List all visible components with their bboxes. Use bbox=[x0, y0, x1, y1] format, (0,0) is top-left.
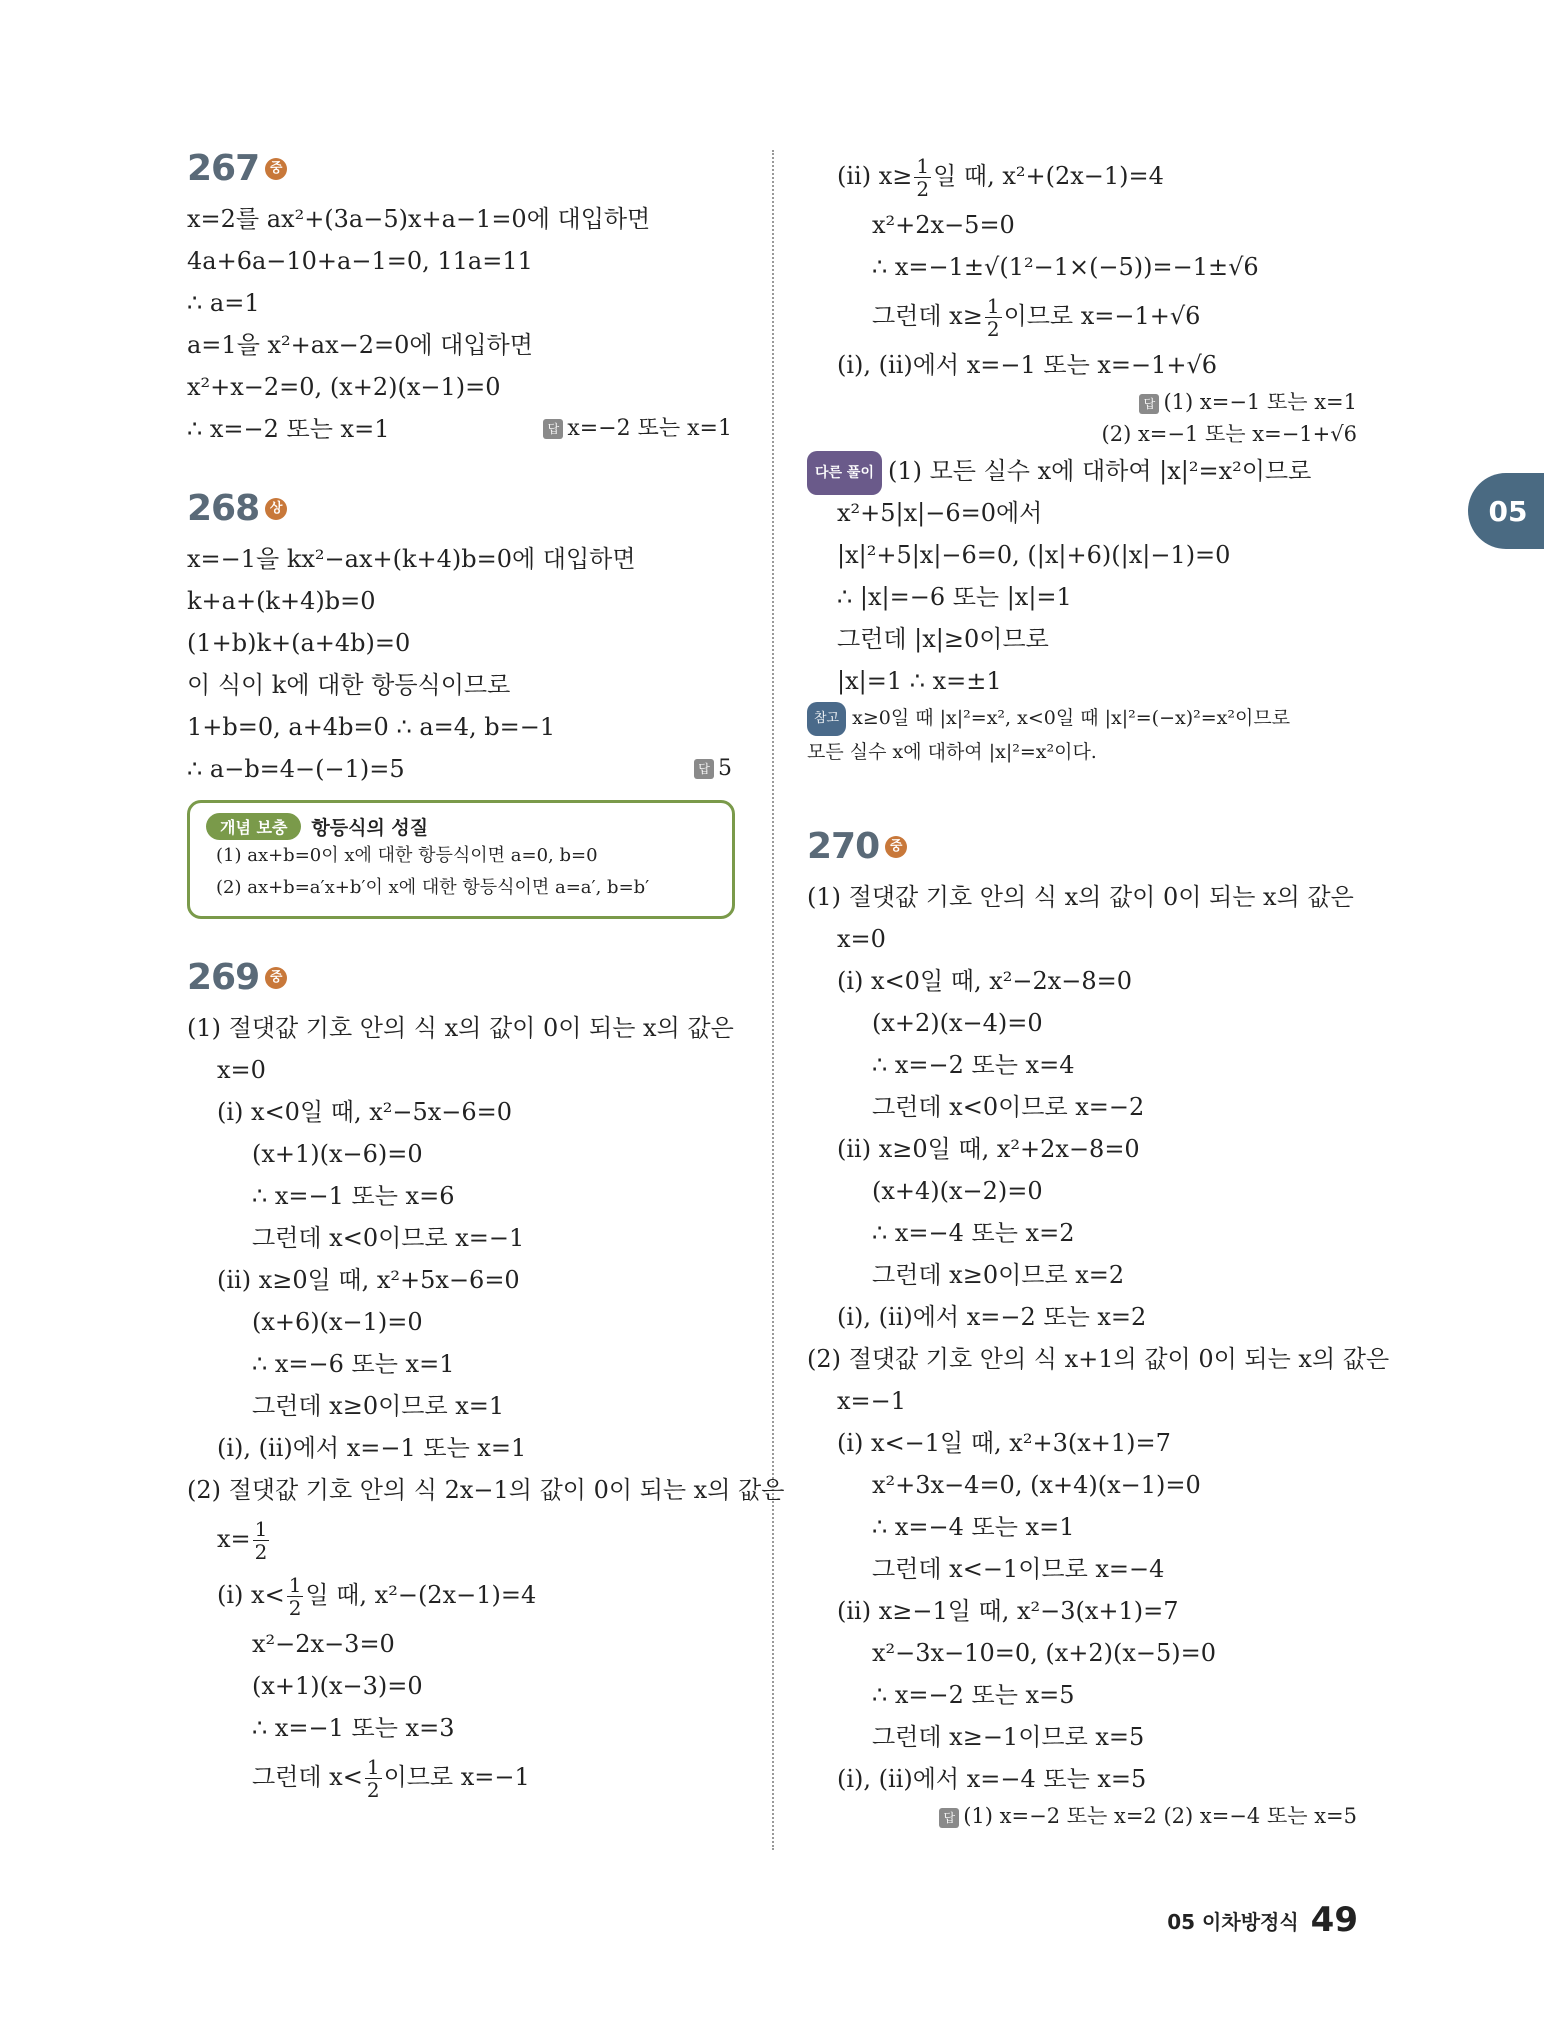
reference-tag: 참고 bbox=[807, 702, 846, 736]
solution-line: ∴ x=−1±√(1²−1×(−5))=−1±√6 bbox=[872, 253, 1259, 281]
solution-line: (x+1)(x−3)=0 bbox=[252, 1672, 423, 1700]
solution-line: ∴ x=−6 또는 x=1 bbox=[252, 1350, 455, 1378]
solution-line: (i), (ii)에서 x=−1 또는 x=−1+√6 bbox=[837, 351, 1218, 379]
solution-line: (i) x<0일 때, x²−5x−6=0 bbox=[217, 1098, 513, 1126]
solution-line: ∴ a−b=4−(−1)=5 bbox=[187, 755, 405, 783]
answer-icon: 답 bbox=[694, 759, 714, 779]
answer-icon: 답 bbox=[543, 419, 563, 439]
answer bbox=[807, 1800, 1357, 1832]
solution-line: a=1을 x²+ax−2=0에 대입하면 bbox=[187, 331, 533, 359]
difficulty-badge: 중 bbox=[265, 967, 287, 989]
solution-line: x=−1 bbox=[837, 1387, 907, 1415]
problem-268-header bbox=[187, 480, 732, 538]
answer-icon: 답 bbox=[939, 1808, 959, 1828]
solution-line: |x|²+5|x|−6=0, (|x|+6)(|x|−1)=0 bbox=[837, 541, 1231, 569]
answer-text: x=−2 또는 x=1 bbox=[567, 416, 732, 441]
problem-270-header bbox=[807, 818, 1357, 876]
alt-solution-tag: 다른 풀이 bbox=[807, 451, 882, 495]
concept-item: (2) ax+b=a′x+b′이 x에 대한 항등식이면 a=a′, b=b′ bbox=[216, 877, 650, 898]
solution-line: 이 식이 k에 대한 항등식이므로 bbox=[187, 671, 511, 699]
solution-line: (1) 절댓값 기호 안의 식 x의 값이 0이 되는 x의 값은 bbox=[187, 1014, 734, 1042]
solution-line: 그런데 x≥ $\frac{1}{2}$ 이므로 x=−1+√6 bbox=[872, 294, 1201, 341]
solution-line: (i) x<0일 때, x²−2x−8=0 bbox=[837, 967, 1133, 995]
solution-line: x=2를 ax²+(3a−5)x+a−1=0에 대입하면 bbox=[187, 205, 651, 233]
solution-line: (ii) x≥0일 때, x²+5x−6=0 bbox=[217, 1266, 520, 1294]
solution-line: ∴ |x|=−6 또는 |x|=1 bbox=[837, 583, 1072, 611]
solution-line: (ii) x≥0일 때, x²+2x−8=0 bbox=[837, 1135, 1140, 1163]
right-column bbox=[807, 148, 1390, 1832]
left-column bbox=[187, 140, 785, 1805]
solution-line: ∴ x=−2 또는 x=4 bbox=[872, 1051, 1075, 1079]
fraction: $\frac{1}{2}$ bbox=[254, 1517, 268, 1564]
solution-line: (2) 절댓값 기호 안의 식 2x−1의 값이 0이 되는 x의 값은 bbox=[187, 1476, 785, 1504]
problem-number: 267 bbox=[187, 148, 260, 189]
footer-chapter: 05 이차방정식 bbox=[1167, 1909, 1299, 1934]
fraction: $\frac{1}{2}$ bbox=[366, 1755, 380, 1802]
answer bbox=[807, 386, 1357, 450]
solution-line: (ii) x≥−1일 때, x²−3(x+1)=7 bbox=[837, 1597, 1179, 1625]
answer bbox=[543, 408, 732, 450]
solution-line: x²+x−2=0, (x+2)(x−1)=0 bbox=[187, 373, 501, 401]
solution-line: 그런데 x<0이므로 x=−2 bbox=[872, 1093, 1145, 1121]
problem-number: 268 bbox=[187, 488, 260, 529]
solution-line: x=0 bbox=[837, 925, 886, 953]
answer-text: (1) x=−1 또는 x=1 bbox=[1163, 390, 1357, 414]
answer-text: 5 bbox=[718, 756, 732, 781]
fraction: $\frac{1}{2}$ bbox=[288, 1573, 302, 1620]
solution-line: x=−1을 kx²−ax+(k+4)b=0에 대입하면 bbox=[187, 545, 636, 573]
solution-line: (i), (ii)에서 x=−1 또는 x=1 bbox=[217, 1434, 527, 1462]
solution-line: 그런데 x<−1이므로 x=−4 bbox=[872, 1555, 1165, 1583]
problem-269-header bbox=[187, 949, 732, 1007]
concept-item: (1) ax+b=0이 x에 대한 항등식이면 a=0, b=0 bbox=[216, 845, 598, 866]
solution-line: |x|=1 ∴ x=±1 bbox=[837, 667, 1002, 695]
solution-line: ∴ x=−1 또는 x=6 bbox=[252, 1182, 455, 1210]
difficulty-badge: 중 bbox=[885, 836, 907, 858]
solution-line: 그런데 |x|≥0이므로 bbox=[837, 625, 1049, 653]
reference-note: 참고 x≥0일 때 |x|²=x², x<0일 때 |x|²=(−x)²=x²이므로 모든 실수 x에 대하여 |x|²=x²이다. bbox=[807, 702, 1357, 768]
solution-line: (x+6)(x−1)=0 bbox=[252, 1308, 423, 1336]
fraction: $\frac{1}{2}$ bbox=[916, 154, 930, 201]
difficulty-badge: 중 bbox=[265, 158, 287, 180]
solution-line: (ii) x≥ $\frac{1}{2}$ 일 때, x²+(2x−1)=4 bbox=[837, 154, 1164, 201]
solution-answer-row bbox=[187, 408, 732, 450]
solution-line: (2) 절댓값 기호 안의 식 x+1의 값이 0이 되는 x의 값은 bbox=[807, 1345, 1390, 1373]
fraction: $\frac{1}{2}$ bbox=[986, 294, 1000, 341]
solution-line: (x+4)(x−2)=0 bbox=[872, 1177, 1043, 1205]
solution-line: (x+2)(x−4)=0 bbox=[872, 1009, 1043, 1037]
solution-line: ∴ x=−2 또는 x=1 bbox=[187, 415, 390, 443]
concept-header bbox=[206, 813, 716, 840]
answer-text: (2) x=−1 또는 x=−1+√6 bbox=[1101, 422, 1357, 446]
solution-line: 그런데 x≥0이므로 x=1 bbox=[252, 1392, 505, 1420]
page-footer bbox=[1167, 1900, 1358, 1940]
solution-line: (i) x<−1일 때, x²+3(x+1)=7 bbox=[837, 1429, 1171, 1457]
concept-box bbox=[187, 800, 735, 919]
solution-line: x²+3x−4=0, (x+4)(x−1)=0 bbox=[872, 1471, 1201, 1499]
chapter-side-tab: 05 bbox=[1468, 473, 1544, 549]
solution-line: 그런데 x<0이므로 x=−1 bbox=[252, 1224, 525, 1252]
solution-line: x= $\frac{1}{2}$ bbox=[217, 1517, 268, 1564]
solution-line: (i) x< $\frac{1}{2}$ 일 때, x²−(2x−1)=4 bbox=[217, 1573, 537, 1620]
solution-line: 그런데 x< $\frac{1}{2}$ 이므로 x=−1 bbox=[252, 1755, 530, 1802]
problem-number: 270 bbox=[807, 826, 880, 867]
solution-line: k+a+(k+4)b=0 bbox=[187, 587, 376, 615]
solution-line: (1+b)k+(a+4b)=0 bbox=[187, 629, 411, 657]
problem-267-header bbox=[187, 140, 732, 198]
difficulty-badge: 상 bbox=[265, 498, 287, 520]
solution-line: ∴ x=−4 또는 x=2 bbox=[872, 1219, 1075, 1247]
solution-line: (x+1)(x−6)=0 bbox=[252, 1140, 423, 1168]
solution-line: x²−3x−10=0, (x+2)(x−5)=0 bbox=[872, 1639, 1217, 1667]
solution-line: x=0 bbox=[217, 1056, 266, 1084]
solution-line: ∴ x=−4 또는 x=1 bbox=[872, 1513, 1075, 1541]
solution-line: x²+2x−5=0 bbox=[872, 211, 1015, 239]
solution-line: (i), (ii)에서 x=−2 또는 x=2 bbox=[837, 1303, 1147, 1331]
solution-line: (1) 절댓값 기호 안의 식 x의 값이 0이 되는 x의 값은 bbox=[807, 883, 1354, 911]
concept-tag: 개념 보충 bbox=[206, 813, 301, 840]
page-number: 49 bbox=[1310, 1900, 1358, 1940]
solution-line: 그런데 x≥0이므로 x=2 bbox=[872, 1261, 1125, 1289]
solution-line: 그런데 x≥−1이므로 x=5 bbox=[872, 1723, 1145, 1751]
solution-line: (i), (ii)에서 x=−4 또는 x=5 bbox=[837, 1765, 1147, 1793]
answer-text: (1) x=−2 또는 x=2 (2) x=−4 또는 x=5 bbox=[963, 1804, 1357, 1828]
answer-icon: 답 bbox=[1139, 394, 1159, 414]
solution-line: ∴ a=1 bbox=[187, 289, 260, 317]
answer bbox=[694, 748, 732, 790]
column-divider bbox=[772, 150, 774, 1850]
solution-line: 4a+6a−10+a−1=0, 11a=11 bbox=[187, 247, 533, 275]
concept-title: 항등식의 성질 bbox=[311, 817, 429, 839]
solution-line: x²+5|x|−6=0에서 bbox=[837, 499, 1043, 527]
alt-solution-first: 다른 풀이 (1) 모든 실수 x에 대하여 |x|²=x²이므로 bbox=[807, 450, 1357, 492]
problem-number: 269 bbox=[187, 957, 260, 998]
solution-answer-row bbox=[187, 748, 732, 790]
solution-line: 1+b=0, a+4b=0 ∴ a=4, b=−1 bbox=[187, 713, 556, 741]
solution-line: x²−2x−3=0 bbox=[252, 1630, 395, 1658]
solution-line: ∴ x=−1 또는 x=3 bbox=[252, 1714, 455, 1742]
solution-line: ∴ x=−2 또는 x=5 bbox=[872, 1681, 1075, 1709]
